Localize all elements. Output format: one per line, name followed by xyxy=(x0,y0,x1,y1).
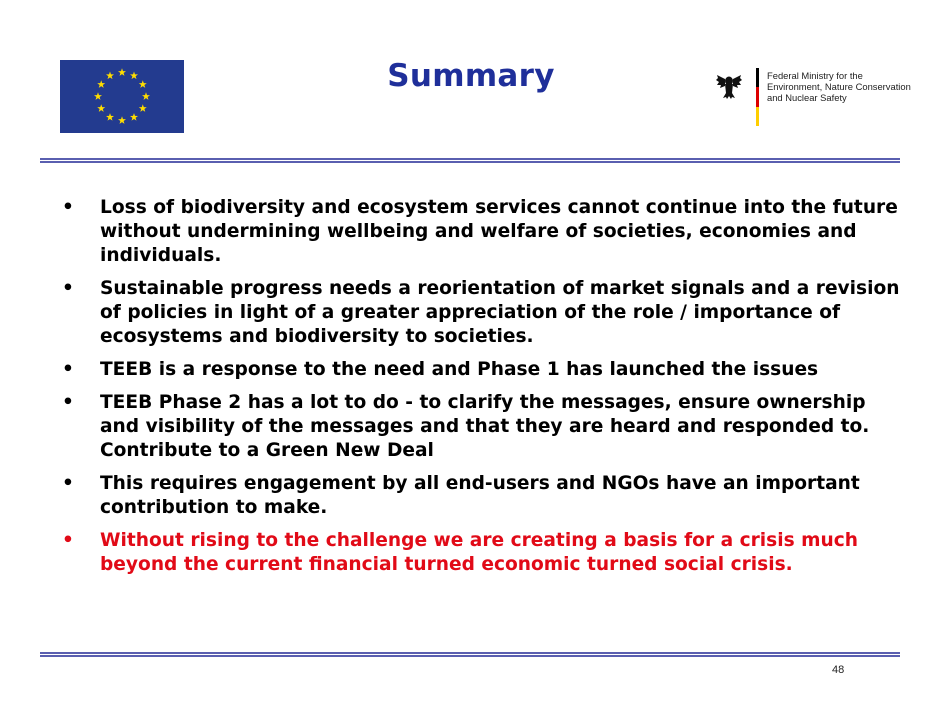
bullet-item xyxy=(62,472,902,520)
bullet-item xyxy=(62,358,902,382)
federal-eagle-icon xyxy=(716,72,742,100)
bullet-item xyxy=(62,277,902,349)
bullet-text: Loss of biodiversity and ecosystem services cannot continue into the future without undermining wellbeing and welfare of societies, economies and individuals. xyxy=(100,197,898,266)
bullet-item-highlight xyxy=(62,529,902,577)
bullet-marker: • xyxy=(62,278,74,299)
top-divider xyxy=(40,158,900,163)
slide-title: Summary xyxy=(387,58,555,94)
bullet-text: Without rising to the challenge we are creating a basis for a crisis much beyond the current financial turned economic turned social crisis. xyxy=(100,530,859,575)
bullet-marker: • xyxy=(62,530,74,551)
bullet-marker: • xyxy=(62,197,74,218)
bottom-divider xyxy=(40,652,900,657)
bullet-text: Sustainable progress needs a reorientation of market signals and a revision of policies in light of a greater appreciation of the role / importance of ecosystems and biodiversity to societies. xyxy=(100,278,900,347)
eu-star xyxy=(118,116,126,124)
eu-star xyxy=(130,113,138,121)
german-flag-bar xyxy=(756,68,759,126)
bullet-text: TEEB is a response to the need and Phase 1 has launched the issues xyxy=(100,359,819,380)
ministry-logo xyxy=(716,68,916,128)
ministry-name-line: and Nuclear Safety xyxy=(767,92,847,103)
bullet-marker: • xyxy=(62,392,74,413)
ministry-name-line: Federal Ministry for the xyxy=(767,70,863,81)
eu-star xyxy=(139,104,147,112)
summary-bullet-list xyxy=(62,196,902,586)
eu-star xyxy=(106,113,114,121)
ministry-name-line: Environment, Nature Conservation xyxy=(767,81,911,92)
bullet-text: TEEB Phase 2 has a lot to do - to clarify the messages, ensure ownership and visibility of the messages and that they are heard and responded to. Contribute to a Green New Deal xyxy=(100,392,870,461)
bullet-item xyxy=(62,391,902,463)
eu-star xyxy=(97,104,105,112)
ministry-name xyxy=(767,70,927,103)
bullet-marker: • xyxy=(62,473,74,494)
page-number: 48 xyxy=(832,664,845,676)
bullet-text: This requires engagement by all end-users and NGOs have an important contribution to make. xyxy=(100,473,860,518)
bullet-marker: • xyxy=(62,359,74,380)
bullet-item xyxy=(62,196,902,268)
